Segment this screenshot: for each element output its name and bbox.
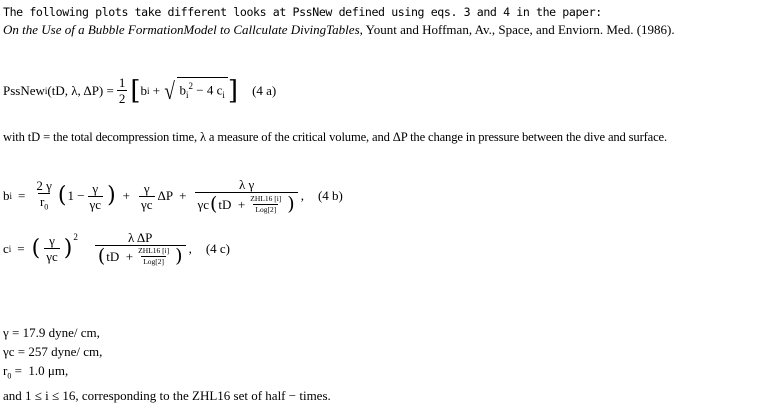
root-b-sup: 2 xyxy=(188,80,194,91)
half-num: 1 xyxy=(118,75,126,90)
r0-value: $r_0 = 1.0$ μm, xyxy=(3,363,69,381)
gammac-value: γc = 257 dyne/ cm, xyxy=(3,344,103,359)
index-range: and 1 ≤ i ≤ 16, corresponding to the ZHL16 set of half − times. xyxy=(3,387,331,403)
half-fraction xyxy=(117,75,128,106)
left-bracket: [ xyxy=(130,75,141,106)
b-term: b xyxy=(140,82,147,98)
radical-sign: √ xyxy=(164,79,176,106)
root-b-sub: i xyxy=(186,89,189,100)
lambda-den: γc ( tD + $\frac{\text{ZHL16 [i]}}{\text{Log[2]}}$ ) xyxy=(195,192,297,215)
gamma-num: γ xyxy=(92,180,99,196)
root-c-sub: i xyxy=(222,89,225,100)
root-minus: − 4 c xyxy=(193,81,223,97)
gamma-ratio xyxy=(88,181,104,212)
lambda-dp-fraction xyxy=(95,230,186,267)
gamma2-num: γ xyxy=(143,180,150,196)
r0: $r_0$ xyxy=(38,193,50,215)
two-gamma-fraction xyxy=(34,178,54,215)
lambda-gamma-fraction xyxy=(195,177,297,215)
label-4a: (4 a) xyxy=(252,82,277,98)
right-paren: ) xyxy=(107,183,116,208)
equation-4b xyxy=(3,177,343,215)
definition-line: with tD = the total decompression time, λ a measure of the critical volume, and ΔP the change in pressure between the dive and surface. xyxy=(3,130,667,144)
comma: , xyxy=(188,240,192,256)
lambda-gamma: λ γ xyxy=(238,177,255,192)
one-minus: 1 − xyxy=(67,188,85,203)
plus-1: + xyxy=(122,188,130,203)
equation-4c xyxy=(3,230,230,267)
left-paren: ( xyxy=(57,183,67,208)
citation xyxy=(3,21,675,38)
gamma-ratio xyxy=(44,233,60,264)
pssnew-args: (tD, λ, ΔP) = xyxy=(47,82,114,98)
half-den: 2 xyxy=(118,91,126,106)
gamma-value: γ = 17.9 dyne/ cm, xyxy=(3,325,100,340)
square-exponent: 2 xyxy=(73,232,78,242)
equals: = xyxy=(17,240,25,256)
label-4c: (4 c) xyxy=(205,240,231,256)
b-sub: i xyxy=(147,85,150,96)
left-paren: ( xyxy=(31,235,41,261)
lambda-dp-den: ( tD + $\frac{\text{ZHL16 [i]}}{\text{Log[2]}}$ ) xyxy=(95,245,186,267)
bi-lhs: b xyxy=(3,188,10,203)
equals: = xyxy=(18,188,26,203)
gamma-ratio-2 xyxy=(139,181,155,212)
zhl-fraction: $\frac{\text{ZHL16 [i]}}{\text{Log[2]}}$ xyxy=(138,246,170,266)
gamma2-den: γc xyxy=(141,196,153,212)
right-paren: ) xyxy=(63,235,73,261)
intro-line: The following plots take different looks at PssNew defined using eqs. 3 and 4 in the paper: xyxy=(3,5,602,19)
lambda-dp: λ ΔP xyxy=(127,230,153,245)
citation-authors: Yount and Hoffman, Av., Space, and Enviorn. Med. (1986). xyxy=(365,22,675,37)
ci-lhs: c xyxy=(3,240,9,256)
gamma-num: γ xyxy=(49,233,55,248)
gamma-den: γc xyxy=(46,249,58,264)
intro-text xyxy=(3,4,675,38)
root-b: b xyxy=(179,81,187,97)
pssnew-sub: i xyxy=(44,85,48,96)
two-gamma: 2 γ xyxy=(36,177,52,193)
citation-title: On the Use of a Bubble FormationModel to Callculate DivingTables, xyxy=(3,22,363,37)
plus: + xyxy=(149,82,164,98)
right-bracket: ] xyxy=(227,75,239,106)
sqrt-body xyxy=(177,77,228,103)
sqrt-term xyxy=(163,77,228,105)
pssnew-name: PssNew xyxy=(3,82,45,98)
equation-4a xyxy=(3,75,276,106)
zhl-fraction: $\frac{\text{ZHL16 [i]}}{\text{Log[2]}}$ xyxy=(250,194,282,214)
bi-sub: i xyxy=(9,191,13,201)
ci-sub: i xyxy=(8,243,12,254)
label-4b: (4 b) xyxy=(317,188,343,203)
comma: , xyxy=(300,188,304,203)
gamma-den: γc xyxy=(89,196,102,212)
dp-plus: ΔP + xyxy=(157,188,187,203)
constants xyxy=(3,323,331,405)
